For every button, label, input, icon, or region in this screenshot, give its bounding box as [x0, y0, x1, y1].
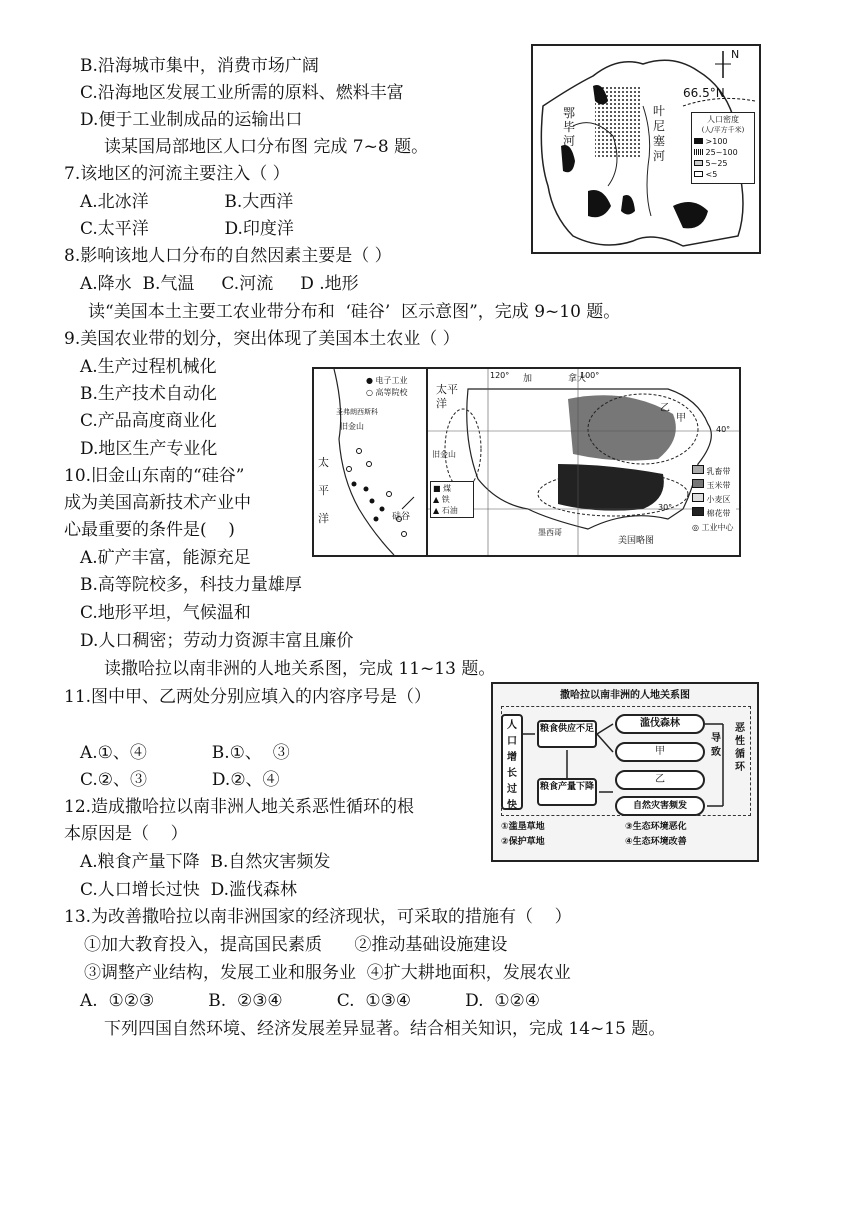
north-label: N	[731, 48, 740, 61]
meridian-120-label: 120°	[490, 371, 510, 380]
inset-ocean-label	[318, 449, 330, 533]
q9-option-b: B.生产技术自动化	[80, 384, 217, 404]
mineral-legend-iron: ▲ 铁	[433, 495, 450, 504]
q10-option-a: A.矿产丰富，能源充足	[80, 548, 251, 568]
q7-options-cd: C.太平洋 D.印度洋	[80, 219, 294, 239]
yenisei-char-3: 塞	[653, 134, 666, 148]
population-legend	[691, 112, 755, 184]
inset-legend	[366, 375, 408, 399]
q9-stem: 9.美国农业带的划分，突出体现了美国本土农业（ ）	[64, 329, 460, 349]
mineral-legend-oil: ▲ 石油	[433, 506, 458, 515]
lead-label: 导致	[711, 733, 721, 758]
intro-11-13: 读撒哈拉以南非洲的人地关系图，完成 11~13 题。	[104, 659, 496, 679]
belt-legend-row-4	[692, 507, 736, 521]
legend-label-3: 5~25	[705, 159, 728, 168]
electronics-dot	[352, 482, 357, 487]
q10-option-d: D.人口稠密；劳动力资源丰富且廉价	[80, 631, 354, 651]
q12-options-ab: A.粮食产量下降 B.自然灾害频发	[80, 852, 331, 872]
dense-area-1	[561, 145, 575, 172]
africa-cycle-diagram	[491, 682, 759, 862]
q11-options-ab: A.①、④ B.①、 ③	[80, 743, 290, 763]
q9-option-d: D.地区生产专业化	[80, 439, 218, 459]
electronics-dot	[370, 499, 375, 504]
pacific-label: 太平洋	[436, 383, 458, 410]
diagram-key	[501, 820, 749, 850]
yenisei-char-2: 尼	[653, 119, 666, 133]
intro-9-10: 读“美国本土主要工农业带分布和 ‘硅谷’ 区示意图”，完成 9~10 题。	[88, 302, 621, 322]
q11-stem: 11.图中甲、乙两处分别应填入的内容序号是（）	[64, 687, 432, 707]
inset-legend-row-2: ○ 高等院校	[366, 388, 408, 397]
latitude-label: 66.5°N	[683, 86, 725, 100]
q10-stem-3: 心最重要的条件是( )	[64, 520, 235, 540]
university-dot	[347, 467, 352, 472]
electronics-dot	[380, 507, 385, 512]
belt-legend-row-2	[692, 479, 736, 493]
q13-options: A. ①②③ B. ②③④ C. ①③④ D. ①②④	[80, 991, 541, 1011]
jia-box: 甲	[615, 742, 705, 762]
parallel-30-label: 30°	[658, 503, 673, 512]
belt-legend-row-5: ◎ 工业中心	[692, 523, 734, 532]
usa-belts-map	[426, 367, 741, 557]
inset-legend-row-1: ● 电子工业	[366, 376, 408, 385]
ob-char-3: 河	[563, 134, 576, 148]
q6-option-b: B.沿海城市集中，消费市场广阔	[80, 56, 319, 76]
cotton-belt	[558, 464, 664, 511]
legend-row-3	[694, 158, 752, 169]
q8-stem: 8.影响该地人口分布的自然因素主要是（ ）	[64, 246, 392, 266]
university-dot	[367, 462, 372, 467]
inset-legend-label-1: 电子工业	[375, 376, 408, 385]
q8-options: A.降水 B.气温 C.河流 D .地形	[80, 274, 359, 294]
belt-legend-row-3	[692, 493, 736, 507]
mexico-label: 墨西哥	[538, 528, 562, 537]
inset-legend-label-2: 高等院校	[375, 388, 408, 397]
key-2: ②保护草地	[501, 837, 545, 847]
q12-stem-1: 12.造成撒哈拉以南非洲人地关系恶性循环的根	[64, 797, 415, 817]
silicon-valley-inset-map	[312, 367, 428, 557]
mineral-legend-coal: ■ 煤	[433, 484, 452, 493]
old-gold-mountain-label: 旧金山	[340, 422, 364, 431]
q13-statement-1-2: ①加大教育投入，提高国民素质 ②推动基础设施建设	[84, 935, 508, 955]
q10-option-c: C.地形平坦，气候温和	[80, 603, 251, 623]
q10-option-b: B.高等院校多，科技力量雄厚	[80, 575, 302, 595]
q12-options-cd: C.人口增长过快 D.滥伐森林	[80, 880, 298, 900]
q6-option-c: C.沿海地区发展工业所需的原料、燃料丰富	[80, 83, 404, 103]
river-yenisei	[643, 106, 651, 216]
ob-char-1: 鄂	[563, 106, 576, 120]
q12-stem-2: 本原因是（ ）	[64, 824, 188, 844]
yi-label: 乙	[660, 403, 670, 414]
q9-option-c: C.产品高度商业化	[80, 411, 217, 431]
university-dot	[357, 449, 362, 454]
yi-box: 乙	[615, 770, 705, 790]
silicon-valley-label: 硅谷	[392, 512, 411, 522]
food-shortage-box: 粮食供应不足	[537, 720, 597, 748]
ob-river-label	[563, 106, 577, 148]
legend-row-4	[694, 169, 752, 180]
intro-14-15: 下列四国自然环境、经济发展差异显著。结合相关知识，完成 14~15 题。	[104, 1019, 666, 1039]
electronics-dot	[364, 487, 369, 492]
q10-stem-2: 成为美国高新技术产业中	[64, 493, 251, 513]
q9-option-a: A.生产过程机械化	[80, 357, 217, 377]
legend-row-1	[694, 136, 752, 147]
intro-7-8: 读某国局部地区人口分布图 完成 7~8 题。	[104, 137, 429, 157]
mineral-legend-label-1: 煤	[443, 484, 452, 493]
food-decline-box: 粮食产量下降	[537, 778, 597, 806]
dense-area-3	[621, 195, 635, 215]
legend-unit: (人/平方千米)	[701, 126, 745, 134]
san-francisco-label: 圣弗朗西斯科	[336, 408, 378, 416]
key-4: ④生态环境改善	[625, 837, 687, 847]
belt-legend-label-1: 乳畜带	[706, 467, 731, 476]
jia-label: 甲	[676, 413, 686, 424]
parallel-40-label: 40°	[716, 425, 731, 434]
mineral-legend	[430, 481, 474, 518]
ocean-char-2: 平	[318, 484, 329, 497]
silicon-pointer	[402, 497, 414, 509]
key-3: ③生态环境恶化	[625, 822, 687, 832]
population-map	[531, 44, 761, 254]
belt-legend-label-2: 玉米带	[706, 481, 731, 490]
legend-row-2	[694, 147, 752, 158]
mineral-legend-label-2: 铁	[441, 495, 450, 504]
ocean-char-1: 太	[318, 456, 329, 469]
university-dot	[402, 532, 407, 537]
yenisei-char-1: 叶	[653, 104, 666, 118]
legend-label-4: <5	[705, 170, 718, 179]
belt-legend-label-3: 小麦区	[706, 495, 731, 504]
belt-legend	[692, 465, 736, 535]
q11-options-cd: C.②、③ D.②、④	[80, 770, 280, 790]
diagram-title: 撒哈拉以南非洲的人地关系图	[560, 690, 690, 701]
legend-label-2: 25~100	[705, 148, 738, 157]
cycle-label: 恶性循环	[735, 723, 745, 773]
yenisei-river-label	[653, 104, 667, 164]
q7-stem: 7.该地区的河流主要注入（ ）	[64, 164, 290, 184]
canada-char-1: 加	[523, 374, 533, 384]
belt-legend-label-4: 棉花带	[706, 509, 731, 518]
map-caption: 美国略图	[618, 536, 655, 546]
q7-options-ab: A.北冰洋 B.大西洋	[80, 192, 294, 212]
q6-option-d: D.便于工业制成品的运输出口	[80, 110, 303, 130]
disaster-box: 自然灾害频发	[615, 796, 705, 816]
deforestation-box: 滥伐森林	[615, 714, 705, 734]
yenisei-char-4: 河	[653, 149, 666, 163]
university-dot	[387, 492, 392, 497]
dense-area-4	[673, 202, 708, 228]
belt-legend-label-5: 工业中心	[701, 523, 734, 532]
san-francisco-main-label: 旧金山	[432, 450, 456, 459]
meridian-100-label: 100°	[580, 371, 600, 380]
key-1: ①滥垦草地	[501, 822, 545, 832]
q13-statement-3-4: ③调整产业结构，发展工业和服务业 ④扩大耕地面积，发展农业	[84, 963, 571, 983]
electronics-dot	[374, 517, 379, 522]
q13-stem: 13.为改善撒哈拉以南非洲国家的经济现状，可采取的措施有（ ）	[64, 907, 572, 927]
canada-char-2: 拿大	[568, 374, 587, 384]
population-growth-box: 人口增长过快	[501, 714, 523, 810]
mineral-legend-label-3: 石油	[441, 506, 458, 515]
ob-char-2: 毕	[563, 120, 576, 134]
belt-legend-row-1	[692, 465, 736, 479]
dense-area-2	[588, 190, 611, 217]
legend-title: 人口密度	[707, 115, 739, 124]
legend-label-1: >100	[705, 137, 728, 146]
ocean-char-3: 洋	[318, 512, 329, 525]
q10-stem-1: 10.旧金山东南的“硅谷”	[64, 466, 245, 486]
